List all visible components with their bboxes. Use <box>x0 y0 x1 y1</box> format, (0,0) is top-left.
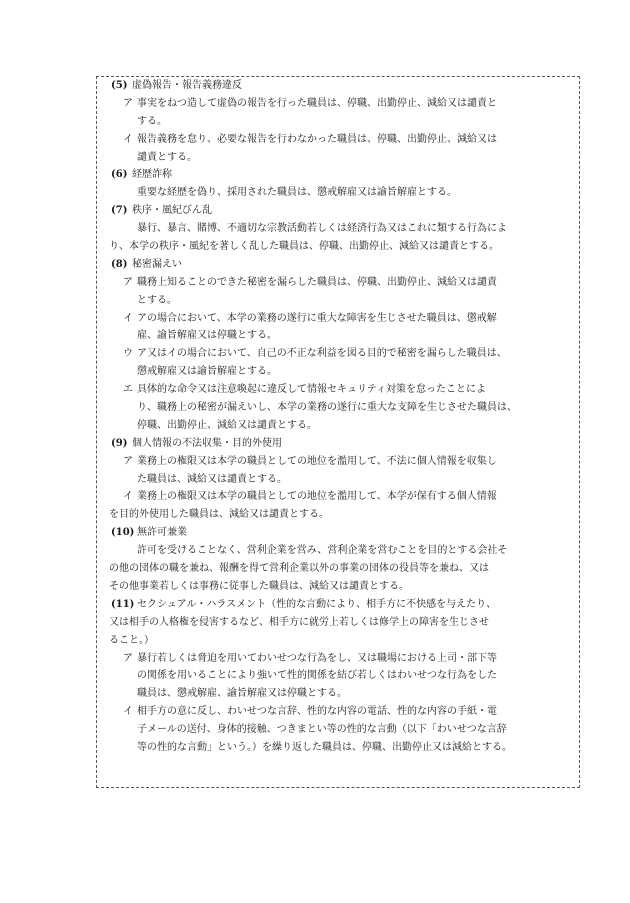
list-item: イ 相手方の意に反し、わいせつな言辞、性的な内容の電話、性的な内容の手紙・電 <box>123 706 497 718</box>
section-heading: (7) 秩序・風紀びん乱 <box>111 205 212 217</box>
list-item-cont: 譴責とする。 <box>137 151 197 163</box>
list-item: エ 具体的な命令又は注意喚起に違反して情報セキュリティ対策を怠ったことによ <box>123 384 486 396</box>
section-heading: (9) 個人情報の不法収集・目的外使用 <box>111 437 282 449</box>
list-item: ア 職務上知ることのできた秘密を漏らした職員は、停職、出勤停止、減給又は譴責 <box>123 276 497 288</box>
list-item-cont: を目的外使用した職員は、減給又は譴責とする。 <box>109 509 329 521</box>
list-item-cont: 等の性的な言動」という。）を繰り返した職員は、停職、出勤停止又は減給とする。 <box>137 741 512 753</box>
list-item: イ 業務上の権限又は本学の職員としての地位を濫用して、本学が保有する個人情報 <box>123 491 497 503</box>
list-item: ア 業務上の権限又は本学の職員としての地位を濫用して、不法に個人情報を収集し <box>123 455 497 467</box>
list-item-cont: する。 <box>137 115 167 127</box>
section-heading: (8) 秘密漏えい <box>111 258 182 270</box>
paragraph-line: 重要な経歴を偽り、採用された職員は、懲戒解雇又は諭旨解雇とする。 <box>137 187 457 199</box>
list-item-cont: た職員は、減給又は譴責とする。 <box>137 473 287 485</box>
regulation-text <box>0 77 630 757</box>
list-item-cont: 停職、出勤停止、減給又は譴責とする。 <box>137 419 317 431</box>
list-item: ウ ア又はイの場合において、自己の不正な利益を図る目的で秘密を漏らした職員は、 <box>123 348 507 360</box>
paragraph-line: その他事業若しくは事務に従事した職員は、減給又は譴責とする。 <box>109 580 409 592</box>
paragraph-line: り、本学の秩序・風紀を著しく乱した職員は、停職、出勤停止、減給又は譴責とする。 <box>109 241 499 253</box>
list-item: ア 事実をねつ造して虚偽の報告を行った職員は、停職、出勤停止、減給又は譴責と <box>123 97 497 109</box>
list-item-cont: とする。 <box>137 294 177 306</box>
heading-cont: 又は相手の人格権を侵害するなど、相手方に就労上若しくは修学上の障害を生じさせ <box>109 616 489 628</box>
list-item-cont: 子メールの送付、身体的接触、つきまとい等の性的な言動（以下「わいせつな言辞 <box>137 724 507 736</box>
list-item: イ アの場合において、本学の業務の遂行に重大な障害を生じさせた職員は、懲戒解 <box>123 312 497 324</box>
paragraph-line: 許可を受けることなく、営利企業を営み、営利企業を営むことを目的とする会社そ <box>137 545 508 557</box>
list-item: イ 報告義務を怠り、必要な報告を行わなかった職員は、停職、出勤停止、減給又は <box>123 133 497 145</box>
section-heading: (5) 虚偽報告・報告義務違反 <box>111 80 242 91</box>
paragraph-line: の他の団体の職を兼ね、報酬を得て営利企業以外の事業の団体の役員等を兼ね、又は <box>109 563 489 575</box>
section-heading: (6) 経歴詐称 <box>111 169 172 181</box>
heading-cont: ること。） <box>109 634 154 646</box>
section-heading: (11) セクシュアル・ハラスメント（性的な言動により、相手方に不快感を与えたり、 <box>111 598 497 610</box>
paragraph-line: 暴行、暴言、賭博、不適切な宗教活動若しくは経済行為又はこれに類する行為によ <box>137 223 507 235</box>
list-item-cont: 職員は、懲戒解雇、諭旨解雇又は停職とする。 <box>137 688 347 700</box>
list-item-cont: り、職務上の秘密が漏えいし、本学の業務の遂行に重大な支障を生じさせた職員は、 <box>137 402 517 414</box>
list-item-cont: 懲戒解雇又は諭旨解雇とする。 <box>137 366 277 378</box>
section-heading: (10) 無許可兼業 <box>111 527 187 539</box>
list-item-cont: の関係を用いることにより強いて性的関係を結び若しくはわいせつな行為をした <box>137 670 497 682</box>
list-item-cont: 雇、諭旨解雇又は停職とする。 <box>137 330 277 342</box>
list-item: ア 暴行若しくは脅迫を用いてわいせつな行為をし、又は職場における上司・部下等 <box>123 652 497 664</box>
